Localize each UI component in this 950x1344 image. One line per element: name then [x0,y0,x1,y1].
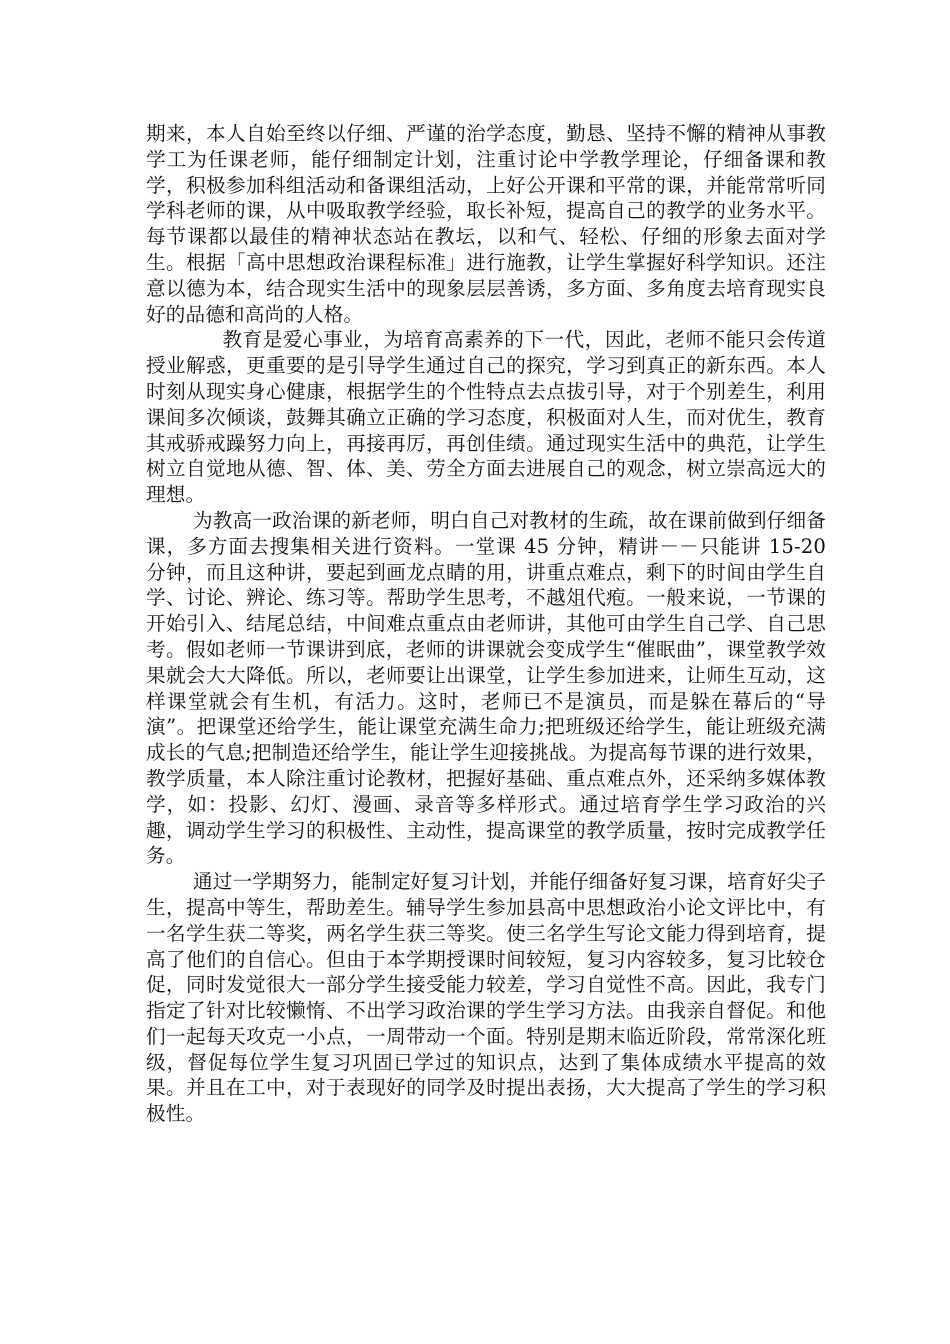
paragraph-review-results: 通过一学期努力，能制定好复习计划，并能仔细备好复习课，培育好尖子生，提高中等生，帮助差生。辅导学生参加县高中思想政治小论文评比中，有一名学生获二等奖，两名学生获三等奖。使三名学生写论文能力得到培育，提高了他们的自信心。但由于本学期授课时间较短，复习内容较多，复习比较仓促，同时发觉很大一部分学生接受能力较差，学习自觉性不高。因此，我专门指定了针对比较懒惰、不出学习政治课的学生学习方法。由我亲自督促。和他们一起每天攻克一小点，一周带动一个面。特别是期末临近阶段，常常深化班级，督促每位学生复习巩固已学过的知识点，达到了集体成绩水平提高的效果。并且在工中，对于表现好的同学及时提出表扬，大大提高了学生的学习积极性。 [146,870,826,1126]
paragraph-moral-education: 教育是爱心事业，为培育高素养的下一代，因此，老师不能只会传道授业解惑，更重要的是引导学生通过自己的探究，学习到真正的新东西。本人时刻从现实身心健康，根据学生的个性特点去点拔引导，对于个别差生，利用课间多次倾谈，鼓舞其确立正确的学习态度，积极面对人生，而对优生，教育其戒骄戒躁努力向上，再接再厉，再创佳绩。通过现实生活中的典范，让学生树立自觉地从德、智、体、美、劳全方面去进展自己的观念，树立崇高远大的理想。 [146,328,826,507]
paragraph-teaching-attitude: 期来，本人自始至终以仔细、严谨的治学态度，勤恳、坚持不懈的精神从事教学工为任课老师，能仔细制定计划，注重讨论中学教学理论，仔细备课和教学，积极参加科组活动和备课组活动，上好公开课和平常的课，并能常常听同学科老师的课，从中吸取教学经验，取长补短，提高自己的教学的业务水平。每节课都以最佳的精神状态站在教坛，以和气、轻松、仔细的形象去面对学生。根据「高中思想政治课程标准」进行施教，让学生掌握好科学知识。还注意以德为本，结合现实生活中的现象层层善诱，多方面、多角度去培育现实良好的品德和高尚的人格。 [146,122,826,326]
body-text [146,121,826,1127]
paragraph-classroom-teaching: 为教高一政治课的新老师，明白自己对教材的生疏，故在课前做到仔细备课，多方面去搜集相关进行资料。一堂课 45 分钟，精讲－－只能讲 15-20 分钟，而且这种讲，要起到画龙点睛的用，讲重点难点，剩下的时间由学生自学、讨论、辨论、练习等。帮助学生思考，不越俎代疱。一般来说，一节课的开始引入、结尾总结，中间难点重点由老师讲，其他可由学生自己学、自己思考。假如老师一节课讲到底，老师的讲课就会变成学生“催眠曲”，课堂教学效果就会大大降低。所以，老师要让出课堂，让学生参加进来，让师生互动，这样课堂就会有生机，有活力。这时，老师已不是演员，而是躲在幕后的“导演”。把课堂还给学生，能让课堂充满生命力;把班级还给学生，能让班级充满成长的气息;把制造还给学生，能让学生迎接挑战。为提高每节课的进行效果，教学质量，本人除注重讨论教材，把握好基础、重点难点外，还采纳多媒体教学，如：投影、幻灯、漫画、录音等多样形式。通过培育学生学习政治的兴趣，调动学生学习的积极性、主动性，提高课堂的教学质量，按时完成教学任务。 [146,508,826,868]
